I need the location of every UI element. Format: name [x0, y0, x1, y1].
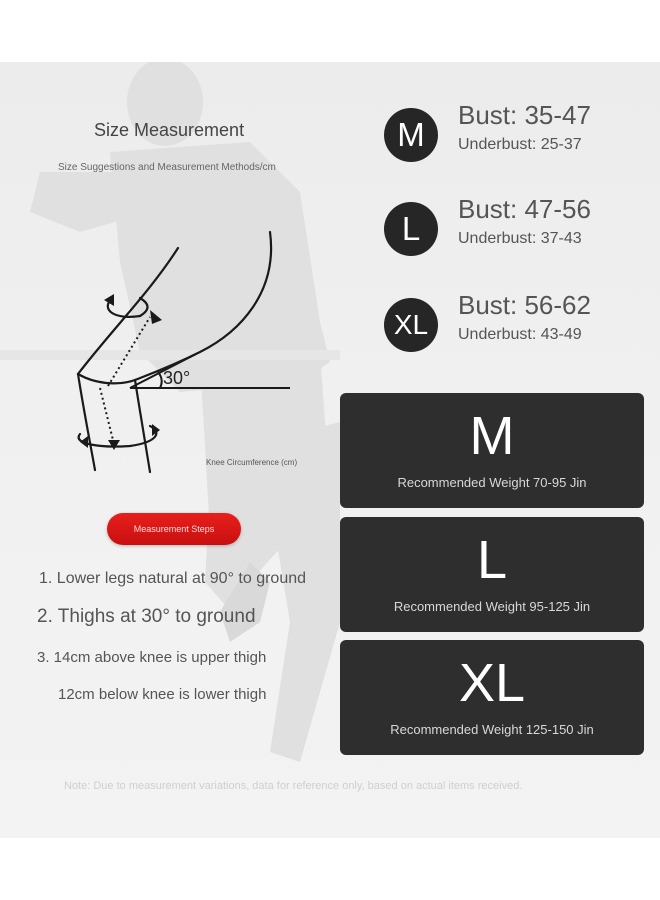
card-weight-xl: Recommended Weight 125-150 Jin	[390, 722, 594, 737]
card-weight-l: Recommended Weight 95-125 Jin	[393, 599, 591, 614]
underbust-value-m: Underbust: 25-37	[458, 136, 582, 153]
knee-curve	[78, 374, 135, 383]
shin-outline-left	[78, 374, 95, 470]
thigh-ring-back	[140, 298, 148, 316]
knee-circumference-label: Knee Circumference (cm)	[206, 458, 298, 467]
step-3-continued: 12cm below knee is lower thigh	[58, 686, 267, 703]
size-badge-l: L	[384, 202, 438, 256]
ring-arrow-left-icon	[80, 436, 88, 448]
size-chart-panel	[0, 62, 660, 838]
card-size-l: L	[476, 530, 508, 590]
size-badge-xl: XL	[384, 298, 438, 352]
page-title: Size Measurement	[94, 120, 245, 140]
disclaimer-note: Note: Due to measurement variations, data for reference only, based on actual items received.	[64, 780, 523, 792]
bust-value-l: Bust: 47-56	[458, 194, 591, 224]
recommendation-card-xl	[340, 640, 644, 755]
card-size-m: M	[469, 406, 515, 466]
thigh-outline-lower	[135, 232, 271, 380]
size-badge-m: M	[384, 108, 438, 162]
bust-value-xl: Bust: 56-62	[458, 290, 591, 320]
shin-outline-right	[135, 380, 150, 472]
card-size-xl: XL	[458, 653, 526, 713]
page-subtitle: Size Suggestions and Measurement Methods/cm	[58, 162, 276, 173]
measurement-steps-button[interactable]: Measurement Steps	[107, 513, 241, 545]
card-weight-m: Recommended Weight 70-95 Jin	[397, 475, 587, 490]
angle-label: 30°	[163, 368, 191, 388]
recommendation-card-l	[340, 517, 644, 632]
step-3: 3. 14cm above knee is upper thigh	[37, 649, 267, 666]
underbust-value-l: Underbust: 37-43	[458, 230, 582, 247]
arrow-down-icon	[108, 440, 120, 450]
step-1: 1. Lower legs natural at 90° to ground	[39, 570, 307, 587]
step-2: 2. Thighs at 30° to ground	[37, 606, 256, 627]
underbust-value-xl: Underbust: 43-49	[458, 326, 582, 343]
shin-dotted-line	[100, 388, 114, 444]
arrow-up-icon	[150, 310, 162, 324]
knee-measurement-diagram	[0, 62, 340, 562]
thigh-outline-upper	[78, 248, 178, 374]
bust-value-m: Bust: 35-47	[458, 100, 591, 130]
recommendation-card-m	[340, 393, 644, 508]
